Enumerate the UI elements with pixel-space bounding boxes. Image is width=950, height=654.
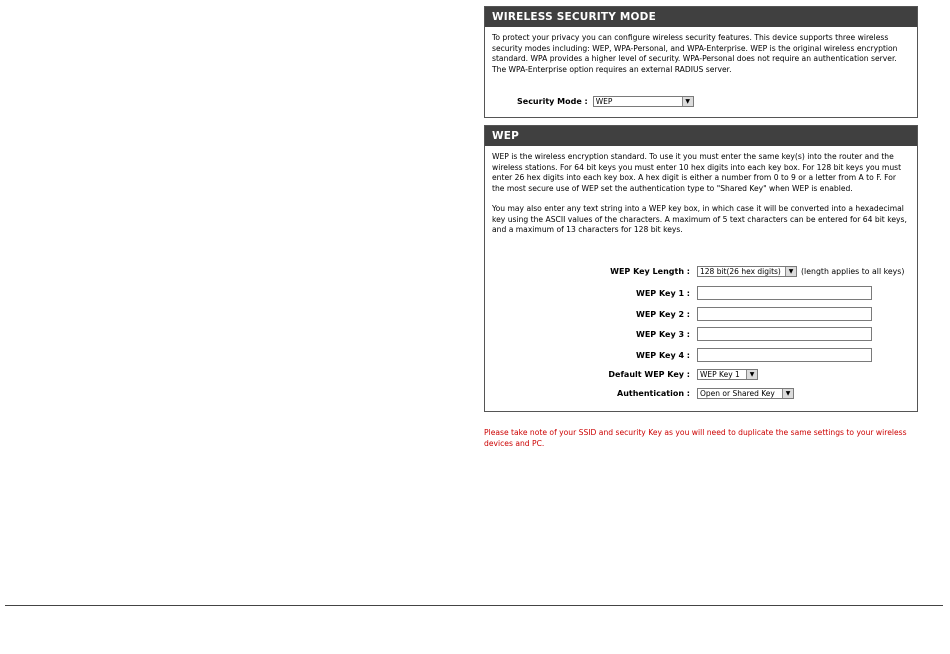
- authentication-label: Authentication :: [617, 389, 690, 398]
- wep-key-length-select[interactable]: [697, 266, 797, 277]
- security-mode-select[interactable]: [593, 96, 694, 107]
- wireless-security-mode-panel: [484, 6, 918, 118]
- security-mode-description: To protect your privacy you can configure wireless security features. This device supports three wireless security modes including: WEP, WPA-Personal, and WPA-Enterprise. WEP is the original wireless encryption standard. WPA provides a higher level of security. WPA-Personal does not require an authentication server. The WPA-Enterprise option requires an external RADIUS server.: [492, 33, 898, 75]
- ssid-security-note: Please take note of your SSID and security Key as you will need to duplicate the same settings to your wireless devices and PC.: [484, 428, 907, 448]
- chevron-down-icon[interactable]: ▼: [785, 267, 796, 276]
- default-wep-key-label: Default WEP Key :: [608, 370, 690, 379]
- default-wep-key-select[interactable]: [697, 369, 758, 380]
- wep-key-2-label: WEP Key 2 :: [636, 309, 690, 319]
- wep-key-4-input[interactable]: [697, 348, 872, 362]
- wep-key-4-label: WEP Key 4 :: [636, 350, 690, 360]
- wep-key-length-label: WEP Key Length :: [610, 267, 690, 276]
- panel-title: WIRELESS SECURITY MODE: [485, 7, 917, 27]
- wep-key-3-input[interactable]: [697, 327, 872, 341]
- wep-ascii-description: You may also enter any text string into a WEP key box, in which case it will be converted into a hexadecimal key using the ASCII values of the characters. A maximum of 5 text characters can be entered for 64 bit keys, and a maximum of 13 characters for 128 bit keys.: [492, 203, 907, 235]
- wep-panel: [484, 125, 918, 412]
- wep-key-1-label: WEP Key 1 :: [636, 288, 690, 298]
- wep-key-length-note: (length applies to all keys): [801, 267, 905, 276]
- wep-key-1-input[interactable]: [697, 286, 872, 300]
- wep-key-2-input[interactable]: [697, 307, 872, 321]
- default-wep-key-value: WEP Key 1: [700, 370, 740, 379]
- wep-key-length-value: 128 bit(26 hex digits): [700, 267, 781, 276]
- wep-key-3-label: WEP Key 3 :: [636, 329, 690, 339]
- security-mode-label: Security Mode :: [517, 97, 588, 106]
- page-divider: [5, 605, 943, 606]
- security-mode-value: WEP: [595, 97, 613, 106]
- chevron-down-icon[interactable]: ▼: [782, 389, 793, 398]
- panel-title: WEP: [485, 126, 917, 146]
- chevron-down-icon[interactable]: ▼: [746, 370, 757, 379]
- authentication-value: Open or Shared Key: [700, 389, 775, 398]
- authentication-select[interactable]: [697, 388, 794, 399]
- chevron-down-icon[interactable]: ▼: [682, 97, 693, 106]
- wep-description: WEP is the wireless encryption standard. To use it you must enter the same key(s) into the router and the wireless stations. For 64 bit keys you must enter 10 hex digits into each key box. For 128 bit keys you must enter 26 hex digits into each key box. A hex digit is either a number from 0 to 9 or a letter from A to F. For the most secure use of WEP set the authentication type to "Shared Key" when WEP is enabled.: [492, 152, 902, 194]
